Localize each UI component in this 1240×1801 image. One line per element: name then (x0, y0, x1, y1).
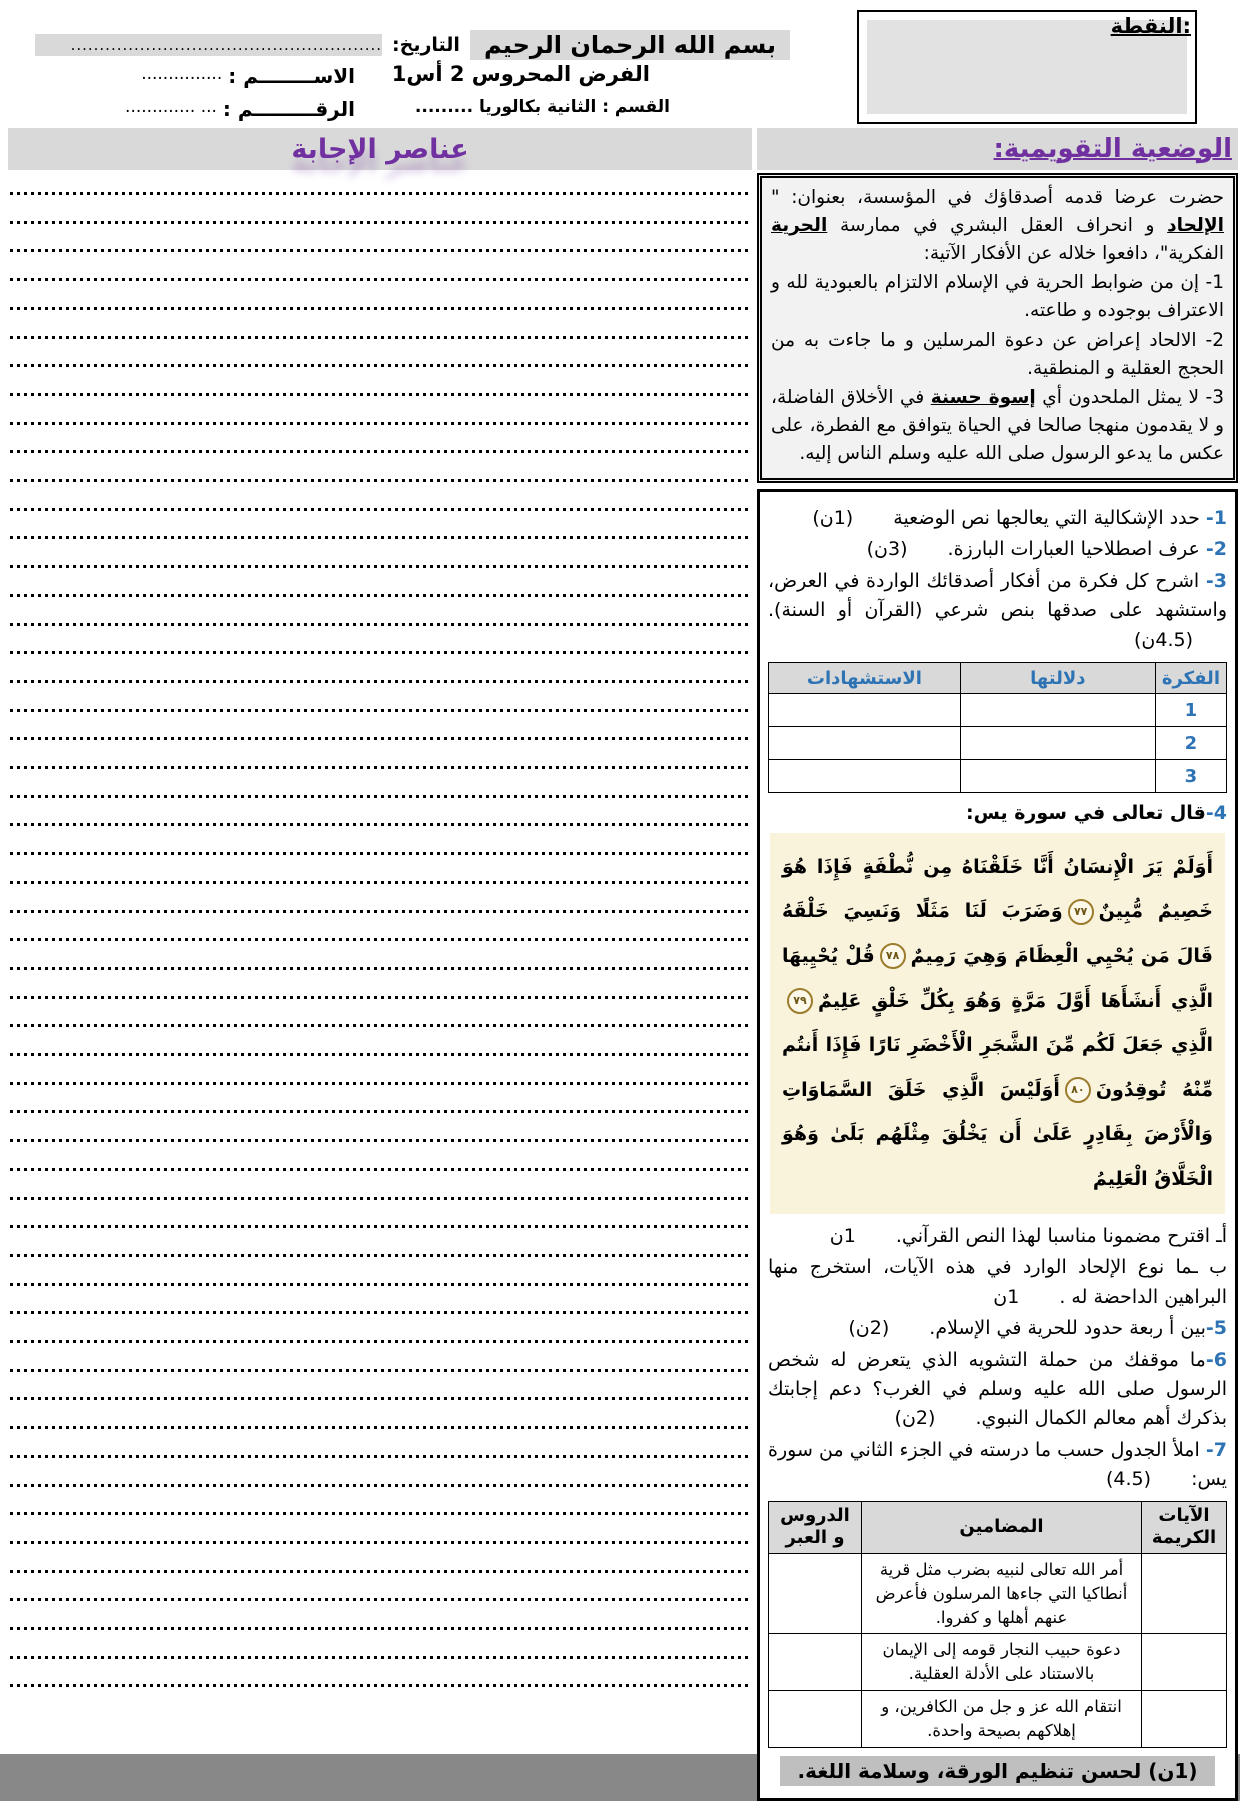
answer-dotted-line (10, 766, 752, 769)
answer-dotted-line (10, 450, 752, 453)
ideas-table-header-row (769, 663, 1227, 694)
ayah-number-marker: ٧٧ (1068, 899, 1094, 925)
answer-dotted-line (10, 1197, 752, 1200)
term-freedom: الحرية (771, 214, 828, 236)
evaluation-column (757, 128, 1238, 1801)
situation-idea-2: 2- الالحاد إعراض عن دعوة المرسلين و ما جاءت به من الحجج العقلية و المنطقية. (771, 329, 1224, 379)
verses-cell-empty (1142, 1634, 1227, 1691)
yasin-table-header-contents: المضامين (862, 1501, 1142, 1553)
answer-dotted-line (10, 737, 752, 740)
exam-title: الفرض المحروس 2 أس1 (391, 62, 650, 86)
answer-dotted-line (10, 1283, 752, 1286)
questions-box (757, 489, 1238, 1801)
header-top-row (35, 28, 790, 62)
answer-dotted-line (10, 1082, 752, 1085)
situation-idea-1: 1- إن من ضوابط الحرية في الإسلام الالتزام بالعبودية لله و الاعتراف بوجوده و طاعته. (771, 272, 1224, 321)
question-4b-points: 1ن (993, 1285, 1020, 1308)
situation-title-bar (757, 128, 1238, 170)
answer-dotted-line (10, 709, 752, 712)
answer-dotted-line (10, 1426, 752, 1429)
answer-dotted-line (10, 1024, 752, 1027)
answer-dotted-line (10, 594, 752, 597)
situation-intro: حضرت عرضا قدمه أصدقاؤك في المؤسسة، بعنوان: " الإلحاد و انحراف العقل البشري في ممارسة الحرية الفكرية"، دافعوا خلاله عن الأفكار الآتية: (771, 187, 1224, 264)
question-6: 6-ما موقفك من حملة التشويه الذي يتعرض له شخص الرسول صلى الله عليه وسلم في الغرب؟ دعم إجابتك بذكرك أهم معالم الكمال النبوي. (2ن) (768, 1348, 1227, 1430)
yasin-table-row (769, 1691, 1227, 1748)
question-1-points: (1ن) (812, 507, 854, 529)
yasin-table-row (769, 1553, 1227, 1634)
answer-dotted-line (10, 307, 752, 310)
ideas-table-row: 3 (769, 760, 1227, 793)
question-5: 5-بين أ ربعة حدود للحرية في الإسلام. (2ن) (848, 1317, 1227, 1340)
verse-text: أَوَلَمْ يَرَ الْإِنسَانُ أَنَّا خَلَقْنَاهُ مِن نُّطْفَةٍ فَإِذَا هُوَ خَصِيمٌ مُّبِينٌ (782, 855, 1213, 923)
question-3-points: (4.5ن) (1133, 628, 1193, 651)
answer-dotted-line (10, 1397, 752, 1400)
answer-dotted-line (10, 1110, 752, 1113)
answer-dotted-line (10, 623, 752, 626)
answer-dotted-line (10, 1656, 752, 1659)
answer-dotted-line (10, 1684, 752, 1687)
evidence-cell-empty (769, 694, 961, 727)
ayah-number-marker: ٨٠ (1065, 1077, 1091, 1103)
evidence-cell-empty (769, 760, 961, 793)
content-cell: دعوة حبيب النجار قومه إلى الإيمان بالاستناد على الأدلة العقلية. (862, 1634, 1142, 1691)
number-label: الرقـــــــــم : (222, 97, 355, 121)
meaning-cell-empty (960, 727, 1155, 760)
lessons-cell-empty (769, 1691, 862, 1748)
date-fill-line: ...................................................... (35, 34, 382, 56)
answer-dotted-line (10, 1512, 752, 1515)
answer-dotted-line (10, 938, 752, 941)
student-number-row (35, 97, 355, 121)
answer-dotted-line (10, 249, 752, 252)
answer-dotted-line (10, 336, 752, 339)
answer-dotted-line (10, 852, 752, 855)
answer-dotted-line (10, 1168, 752, 1171)
question-4: 4-قال تعالى في سورة يس: (966, 802, 1227, 825)
question-1: 1- حدد الإشكالية التي يعالجها نص الوضعية (1ن) (812, 507, 1227, 529)
answer-dotted-line (10, 565, 752, 568)
meaning-cell-empty (960, 694, 1155, 727)
bismillah-text: بسم الله الرحمان الرحيم (470, 30, 790, 60)
question-4a-points: 1ن (829, 1224, 856, 1247)
verse-text: وَضَرَبَ لَنَا مَثَلًا وَنَسِيَ خَلْقَهُ قَالَ مَن يُحْيِي الْعِظَامَ وَهِيَ رَمِيمٌ (782, 900, 1213, 967)
yasin-table-row (769, 1634, 1227, 1691)
verse-text: الَّذِي جَعَلَ لَكُم مِّنَ الشَّجَرِ الْأَخْضَرِ نَارًا فَإِذَا أَنتُم مِّنْهُ تُوقِدُونَ (782, 1034, 1214, 1101)
ayah-number-marker: ٧٩ (787, 988, 813, 1014)
ideas-table-row: 1 (769, 694, 1227, 727)
verse-text: أَوَلَيْسَ الَّذِي خَلَقَ السَّمَاوَاتِ وَالْأَرْضَ بِقَادِرٍ عَلَىٰ أَن يَخْلُقَ مِثْلَهُم بَلَىٰ وَهُوَ الْخَلَّاقُ الْعَلِيمُ (782, 1078, 1213, 1191)
answer-dotted-line (10, 1369, 752, 1372)
situation-title: الوضعية التقويمية: (993, 134, 1232, 164)
number-fill-line: ... ............. (125, 97, 217, 117)
score-box (857, 10, 1197, 124)
yasin-table-header-row (769, 1501, 1227, 1553)
answer-lines (10, 192, 752, 1688)
yasin-table (768, 1501, 1227, 1748)
answer-dotted-line (10, 278, 752, 281)
question-5-points: (2ن) (848, 1317, 890, 1340)
answer-dotted-line (10, 422, 752, 425)
answer-dotted-line (10, 996, 752, 999)
situation-idea-3: 3- لا يمثل الملحدون أي إسوة حسنة في الأخلاق الفاضلة، و لا يقدمون منهجا صالحا في الحياة يتوافق مع الفطرة، على عكس ما يدعو الرسول صلى الله عليه وسلم الناس إليه. (771, 387, 1224, 464)
answer-dotted-line (10, 1484, 752, 1487)
term-good-example: إسوة حسنة (930, 387, 1036, 409)
question-2: 2- عرف اصطلاحيا العبارات البارزة. (3ن) (866, 538, 1227, 561)
ayah-number-marker: ٧٨ (880, 943, 906, 969)
ideas-table (768, 662, 1227, 793)
yasin-table-header-lessons: الدروس و العبر (769, 1501, 862, 1553)
answer-dotted-line (10, 1570, 752, 1573)
date-label: التاريخ: (392, 34, 460, 56)
question-4a: أـ اقترح مضمونا مناسبا لهذا النص القرآني. 1ن (829, 1224, 1227, 1247)
question-6-points: (2ن) (894, 1407, 936, 1430)
answer-dotted-line (10, 1541, 752, 1544)
score-label: النقطة: (1110, 14, 1191, 38)
answer-dotted-line (10, 536, 752, 539)
answers-column-header (8, 128, 752, 170)
quran-verse-box (770, 833, 1225, 1214)
answer-dotted-line (10, 1340, 752, 1343)
content-cell: انتقام الله عز و جل من الكافرين، و إهلاكهم بصيحة واحدة. (862, 1691, 1142, 1748)
lessons-cell-empty (769, 1634, 862, 1691)
class-line: القسم : الثانية بكالوريا ......... (414, 97, 670, 117)
question-3: 3- اشرح كل فكرة من أفكار أصدقائك الواردة في العرض، واستشهد على صدقها بنص شرعي (القرآن أو السنة). (4.5ن) (768, 569, 1227, 651)
verses-cell-empty (1142, 1553, 1227, 1634)
answer-dotted-line (10, 680, 752, 683)
answer-dotted-line (10, 1627, 752, 1630)
answers-column-title: عناصر الإجابة (291, 133, 469, 165)
answer-dotted-line (10, 479, 752, 482)
answer-dotted-line (10, 823, 752, 826)
answer-dotted-line (10, 795, 752, 798)
content-cell: أمر الله تعالى لنبيه بضرب مثل قرية أنطاكيا التي جاءها المرسلون فأعرض عنهم أهلها و كفروا. (862, 1553, 1142, 1634)
answer-dotted-line (10, 221, 752, 224)
answer-dotted-line (10, 192, 752, 195)
answer-dotted-line (10, 910, 752, 913)
answer-dotted-line (10, 1225, 752, 1228)
ideas-table-header-evidence: الاستشهادات (769, 663, 961, 694)
situation-text-box (757, 173, 1238, 483)
name-fill-line: ............... (141, 64, 223, 84)
verse-text: قُلْ يُحْيِيهَا الَّذِي أَنشَأَهَا أَوَّلَ مَرَّةٍ وَهُوَ بِكُلِّ خَلْقٍ عَلِيمٌ (782, 944, 1213, 1012)
answer-dotted-line (10, 1254, 752, 1257)
question-7: 7- املأ الجدول حسب ما درسته في الجزء الثاني من سورة يس: (4.5) (768, 1438, 1228, 1491)
verses-cell-empty (1142, 1691, 1227, 1748)
answer-dotted-line (10, 1053, 752, 1056)
answer-dotted-line (10, 1598, 752, 1601)
name-label: الاســــــــم : (228, 64, 355, 88)
answer-dotted-line (10, 967, 752, 970)
answer-dotted-line (10, 364, 752, 367)
question-7-points: (4.5) (1105, 1468, 1152, 1491)
answer-dotted-line (10, 1139, 752, 1142)
ideas-table-header-meaning: دلالتها (960, 663, 1155, 694)
question-4b: ب ـما نوع الإلحاد الوارد في هذه الآيات، استخرج منها البراهين الداحضة له . 1ن (768, 1256, 1227, 1308)
answer-dotted-line (10, 881, 752, 884)
answer-dotted-line (10, 1455, 752, 1458)
organization-note: (1ن) لحسن تنظيم الورقة، وسلامة اللغة. (780, 1756, 1215, 1786)
student-name-row (35, 64, 355, 88)
evidence-cell-empty (769, 727, 961, 760)
answer-dotted-line (10, 651, 752, 654)
question-2-points: (3ن) (866, 538, 908, 561)
term-atheism: الإلحاد (1167, 214, 1224, 236)
ideas-table-row: 2 (769, 727, 1227, 760)
answer-dotted-line (10, 393, 752, 396)
answer-dotted-line (10, 508, 752, 511)
yasin-table-header-verses: الآيات الكريمة (1142, 1501, 1227, 1553)
ideas-table-header-idea: الفكرة (1155, 663, 1226, 694)
answer-dotted-line (10, 1311, 752, 1314)
meaning-cell-empty (960, 760, 1155, 793)
lessons-cell-empty (769, 1553, 862, 1634)
